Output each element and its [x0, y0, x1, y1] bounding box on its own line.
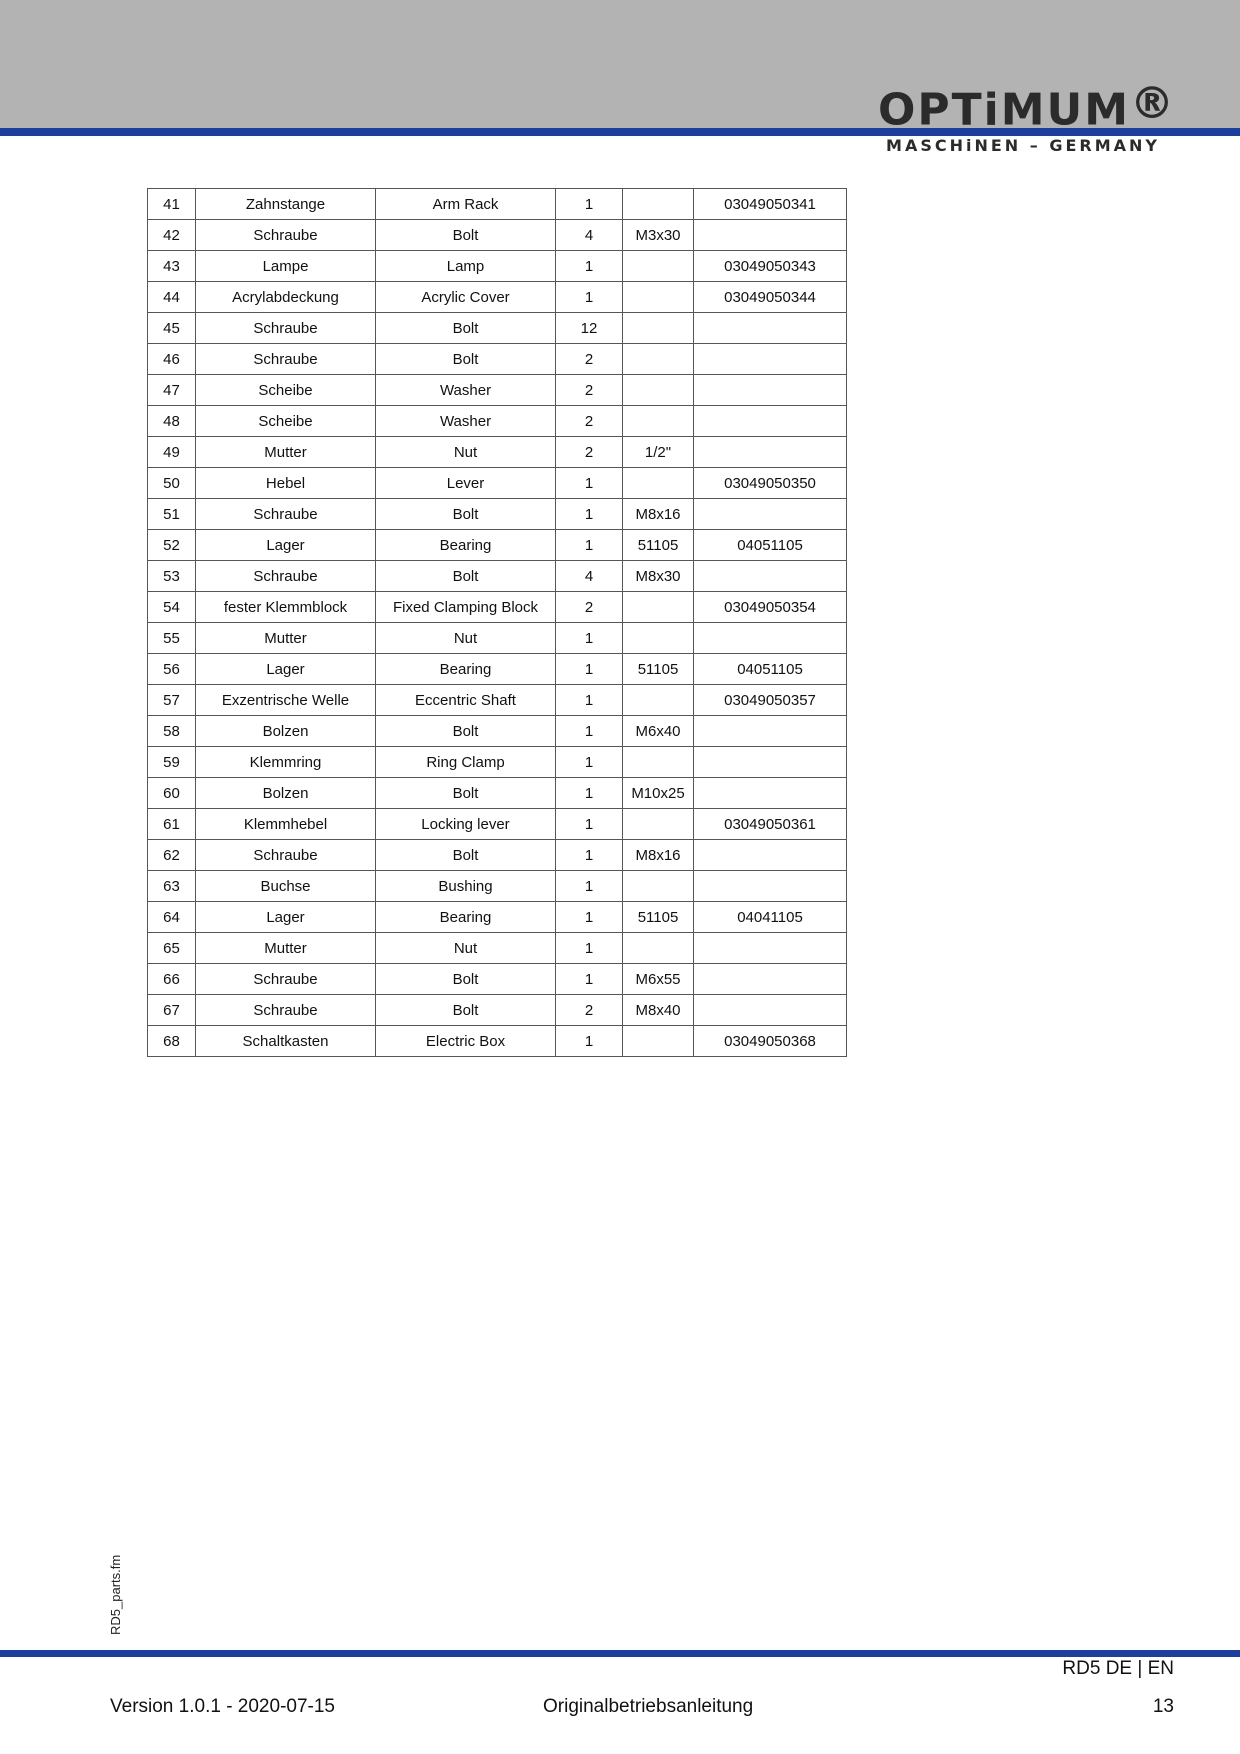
english-name-cell: Bolt — [376, 220, 556, 251]
english-name-cell: Bolt — [376, 716, 556, 747]
item-number-cell — [694, 871, 847, 902]
quantity-cell: 4 — [556, 220, 623, 251]
version-info: Version 1.0.1 - 2020-07-15 — [110, 1696, 335, 1717]
part-number-cell: 47 — [148, 375, 196, 406]
table-row — [148, 747, 847, 778]
item-number-cell — [694, 840, 847, 871]
english-name-cell: Ring Clamp — [376, 747, 556, 778]
footer-rule — [0, 1650, 1240, 1657]
english-name-cell: Bearing — [376, 654, 556, 685]
size-cell — [623, 375, 694, 406]
quantity-cell: 1 — [556, 933, 623, 964]
size-cell: 51105 — [623, 654, 694, 685]
german-name-cell: Lampe — [196, 251, 376, 282]
item-number-cell: 03049050341 — [694, 189, 847, 220]
quantity-cell: 1 — [556, 809, 623, 840]
quantity-cell: 1 — [556, 685, 623, 716]
table-row — [148, 282, 847, 313]
quantity-cell: 2 — [556, 344, 623, 375]
size-cell — [623, 809, 694, 840]
part-number-cell: 53 — [148, 561, 196, 592]
table-row — [148, 902, 847, 933]
german-name-cell: Bolzen — [196, 778, 376, 809]
english-name-cell: Bolt — [376, 964, 556, 995]
item-number-cell: 03049050357 — [694, 685, 847, 716]
table-row — [148, 375, 847, 406]
german-name-cell: Mutter — [196, 933, 376, 964]
english-name-cell: Electric Box — [376, 1026, 556, 1057]
english-name-cell: Acrylic Cover — [376, 282, 556, 313]
table-row — [148, 592, 847, 623]
table-row — [148, 871, 847, 902]
english-name-cell: Bearing — [376, 902, 556, 933]
quantity-cell: 1 — [556, 282, 623, 313]
item-number-cell: 03049050350 — [694, 468, 847, 499]
size-cell — [623, 933, 694, 964]
german-name-cell: fester Klemmblock — [196, 592, 376, 623]
table-row — [148, 840, 847, 871]
size-cell — [623, 623, 694, 654]
english-name-cell: Locking lever — [376, 809, 556, 840]
size-cell — [623, 468, 694, 499]
table-row — [148, 561, 847, 592]
table-row — [148, 654, 847, 685]
english-name-cell: Nut — [376, 623, 556, 654]
english-name-cell: Lamp — [376, 251, 556, 282]
item-number-cell — [694, 313, 847, 344]
item-number-cell: 03049050368 — [694, 1026, 847, 1057]
size-cell: 51105 — [623, 530, 694, 561]
part-number-cell: 64 — [148, 902, 196, 933]
part-number-cell: 50 — [148, 468, 196, 499]
item-number-cell — [694, 995, 847, 1026]
english-name-cell: Bolt — [376, 778, 556, 809]
part-number-cell: 65 — [148, 933, 196, 964]
table-row — [148, 530, 847, 561]
size-cell — [623, 1026, 694, 1057]
table-row — [148, 964, 847, 995]
quantity-cell: 1 — [556, 468, 623, 499]
english-name-cell: Washer — [376, 375, 556, 406]
part-number-cell: 55 — [148, 623, 196, 654]
table-row — [148, 189, 847, 220]
english-name-cell: Bolt — [376, 840, 556, 871]
logo-subtitle: MASCHiNEN – GERMANY — [886, 136, 1160, 155]
table-row — [148, 809, 847, 840]
item-number-cell: 04051105 — [694, 530, 847, 561]
quantity-cell: 2 — [556, 995, 623, 1026]
english-name-cell: Eccentric Shaft — [376, 685, 556, 716]
page-number: 13 — [1152, 1696, 1174, 1717]
size-cell: 51105 — [623, 902, 694, 933]
size-cell: M8x40 — [623, 995, 694, 1026]
item-number-cell — [694, 747, 847, 778]
quantity-cell: 1 — [556, 902, 623, 933]
table-row — [148, 251, 847, 282]
table-row — [148, 933, 847, 964]
logo-wordmark: OPTiMUM — [877, 84, 1130, 136]
part-number-cell: 68 — [148, 1026, 196, 1057]
size-cell — [623, 189, 694, 220]
quantity-cell: 1 — [556, 623, 623, 654]
part-number-cell: 60 — [148, 778, 196, 809]
part-number-cell: 49 — [148, 437, 196, 468]
size-cell: M10x25 — [623, 778, 694, 809]
german-name-cell: Schraube — [196, 499, 376, 530]
english-name-cell: Bushing — [376, 871, 556, 902]
item-number-cell — [694, 933, 847, 964]
english-name-cell: Bearing — [376, 530, 556, 561]
english-name-cell: Bolt — [376, 313, 556, 344]
german-name-cell: Mutter — [196, 437, 376, 468]
item-number-cell: 03049050354 — [694, 592, 847, 623]
size-cell — [623, 747, 694, 778]
table-row — [148, 220, 847, 251]
item-number-cell — [694, 499, 847, 530]
size-cell: M6x55 — [623, 964, 694, 995]
table-row — [148, 623, 847, 654]
item-number-cell: 03049050344 — [694, 282, 847, 313]
size-cell — [623, 685, 694, 716]
part-number-cell: 45 — [148, 313, 196, 344]
german-name-cell: Schraube — [196, 964, 376, 995]
part-number-cell: 66 — [148, 964, 196, 995]
part-number-cell: 48 — [148, 406, 196, 437]
source-file-label: RD5_parts.fm — [108, 1554, 123, 1635]
size-cell — [623, 406, 694, 437]
english-name-cell: Washer — [376, 406, 556, 437]
german-name-cell: Bolzen — [196, 716, 376, 747]
quantity-cell: 1 — [556, 716, 623, 747]
size-cell: M8x16 — [623, 840, 694, 871]
part-number-cell: 59 — [148, 747, 196, 778]
quantity-cell: 2 — [556, 437, 623, 468]
german-name-cell: Scheibe — [196, 406, 376, 437]
quantity-cell: 12 — [556, 313, 623, 344]
table-row — [148, 406, 847, 437]
quantity-cell: 2 — [556, 592, 623, 623]
quantity-cell: 4 — [556, 561, 623, 592]
part-number-cell: 52 — [148, 530, 196, 561]
english-name-cell: Bolt — [376, 995, 556, 1026]
table-row — [148, 778, 847, 809]
german-name-cell: Buchse — [196, 871, 376, 902]
size-cell — [623, 282, 694, 313]
item-number-cell: 03049050343 — [694, 251, 847, 282]
german-name-cell: Hebel — [196, 468, 376, 499]
brand-logo — [877, 78, 1176, 136]
size-cell: 1/2" — [623, 437, 694, 468]
table-row — [148, 437, 847, 468]
item-number-cell — [694, 220, 847, 251]
german-name-cell: Zahnstange — [196, 189, 376, 220]
quantity-cell: 2 — [556, 406, 623, 437]
german-name-cell: Schraube — [196, 561, 376, 592]
quantity-cell: 1 — [556, 251, 623, 282]
size-cell — [623, 344, 694, 375]
part-number-cell: 46 — [148, 344, 196, 375]
item-number-cell — [694, 437, 847, 468]
parts-table-body — [148, 189, 847, 1057]
part-number-cell: 61 — [148, 809, 196, 840]
registered-mark: ® — [1130, 78, 1176, 129]
part-number-cell: 58 — [148, 716, 196, 747]
german-name-cell: Mutter — [196, 623, 376, 654]
table-row — [148, 685, 847, 716]
size-cell — [623, 592, 694, 623]
german-name-cell: Acrylabdeckung — [196, 282, 376, 313]
manual-type: Originalbetriebsanleitung — [543, 1696, 754, 1717]
quantity-cell: 1 — [556, 871, 623, 902]
size-cell — [623, 871, 694, 902]
item-number-cell — [694, 964, 847, 995]
german-name-cell: Schraube — [196, 344, 376, 375]
german-name-cell: Schraube — [196, 995, 376, 1026]
part-number-cell: 42 — [148, 220, 196, 251]
quantity-cell: 1 — [556, 840, 623, 871]
size-cell: M8x16 — [623, 499, 694, 530]
item-number-cell — [694, 623, 847, 654]
item-number-cell — [694, 375, 847, 406]
quantity-cell: 1 — [556, 778, 623, 809]
english-name-cell: Fixed Clamping Block — [376, 592, 556, 623]
part-number-cell: 51 — [148, 499, 196, 530]
english-name-cell: Nut — [376, 933, 556, 964]
quantity-cell: 1 — [556, 964, 623, 995]
part-number-cell: 54 — [148, 592, 196, 623]
german-name-cell: Lager — [196, 654, 376, 685]
quantity-cell: 1 — [556, 1026, 623, 1057]
parts-table — [147, 188, 847, 1057]
table-row — [148, 716, 847, 747]
english-name-cell: Bolt — [376, 561, 556, 592]
table-row — [148, 344, 847, 375]
german-name-cell: Schraube — [196, 220, 376, 251]
quantity-cell: 1 — [556, 189, 623, 220]
german-name-cell: Lager — [196, 530, 376, 561]
english-name-cell: Arm Rack — [376, 189, 556, 220]
table-row — [148, 995, 847, 1026]
item-number-cell — [694, 344, 847, 375]
german-name-cell: Exzentrische Welle — [196, 685, 376, 716]
english-name-cell: Lever — [376, 468, 556, 499]
german-name-cell: Schraube — [196, 840, 376, 871]
german-name-cell: Klemmring — [196, 747, 376, 778]
quantity-cell: 1 — [556, 747, 623, 778]
part-number-cell: 63 — [148, 871, 196, 902]
part-number-cell: 43 — [148, 251, 196, 282]
size-cell — [623, 313, 694, 344]
item-number-cell — [694, 406, 847, 437]
item-number-cell: 03049050361 — [694, 809, 847, 840]
part-number-cell: 67 — [148, 995, 196, 1026]
german-name-cell: Klemmhebel — [196, 809, 376, 840]
part-number-cell: 44 — [148, 282, 196, 313]
quantity-cell: 2 — [556, 375, 623, 406]
part-number-cell: 56 — [148, 654, 196, 685]
table-row — [148, 1026, 847, 1057]
part-number-cell: 62 — [148, 840, 196, 871]
table-row — [148, 313, 847, 344]
item-number-cell: 04041105 — [694, 902, 847, 933]
item-number-cell — [694, 716, 847, 747]
english-name-cell: Nut — [376, 437, 556, 468]
table-row — [148, 468, 847, 499]
item-number-cell — [694, 778, 847, 809]
size-cell: M8x30 — [623, 561, 694, 592]
item-number-cell: 04051105 — [694, 654, 847, 685]
german-name-cell: Schaltkasten — [196, 1026, 376, 1057]
quantity-cell: 1 — [556, 654, 623, 685]
size-cell: M6x40 — [623, 716, 694, 747]
part-number-cell: 41 — [148, 189, 196, 220]
part-number-cell: 57 — [148, 685, 196, 716]
english-name-cell: Bolt — [376, 499, 556, 530]
table-row — [148, 499, 847, 530]
german-name-cell: Schraube — [196, 313, 376, 344]
german-name-cell: Scheibe — [196, 375, 376, 406]
quantity-cell: 1 — [556, 499, 623, 530]
size-cell — [623, 251, 694, 282]
size-cell: M3x30 — [623, 220, 694, 251]
quantity-cell: 1 — [556, 530, 623, 561]
document-id: RD5 DE | EN — [1062, 1658, 1174, 1679]
english-name-cell: Bolt — [376, 344, 556, 375]
item-number-cell — [694, 561, 847, 592]
german-name-cell: Lager — [196, 902, 376, 933]
